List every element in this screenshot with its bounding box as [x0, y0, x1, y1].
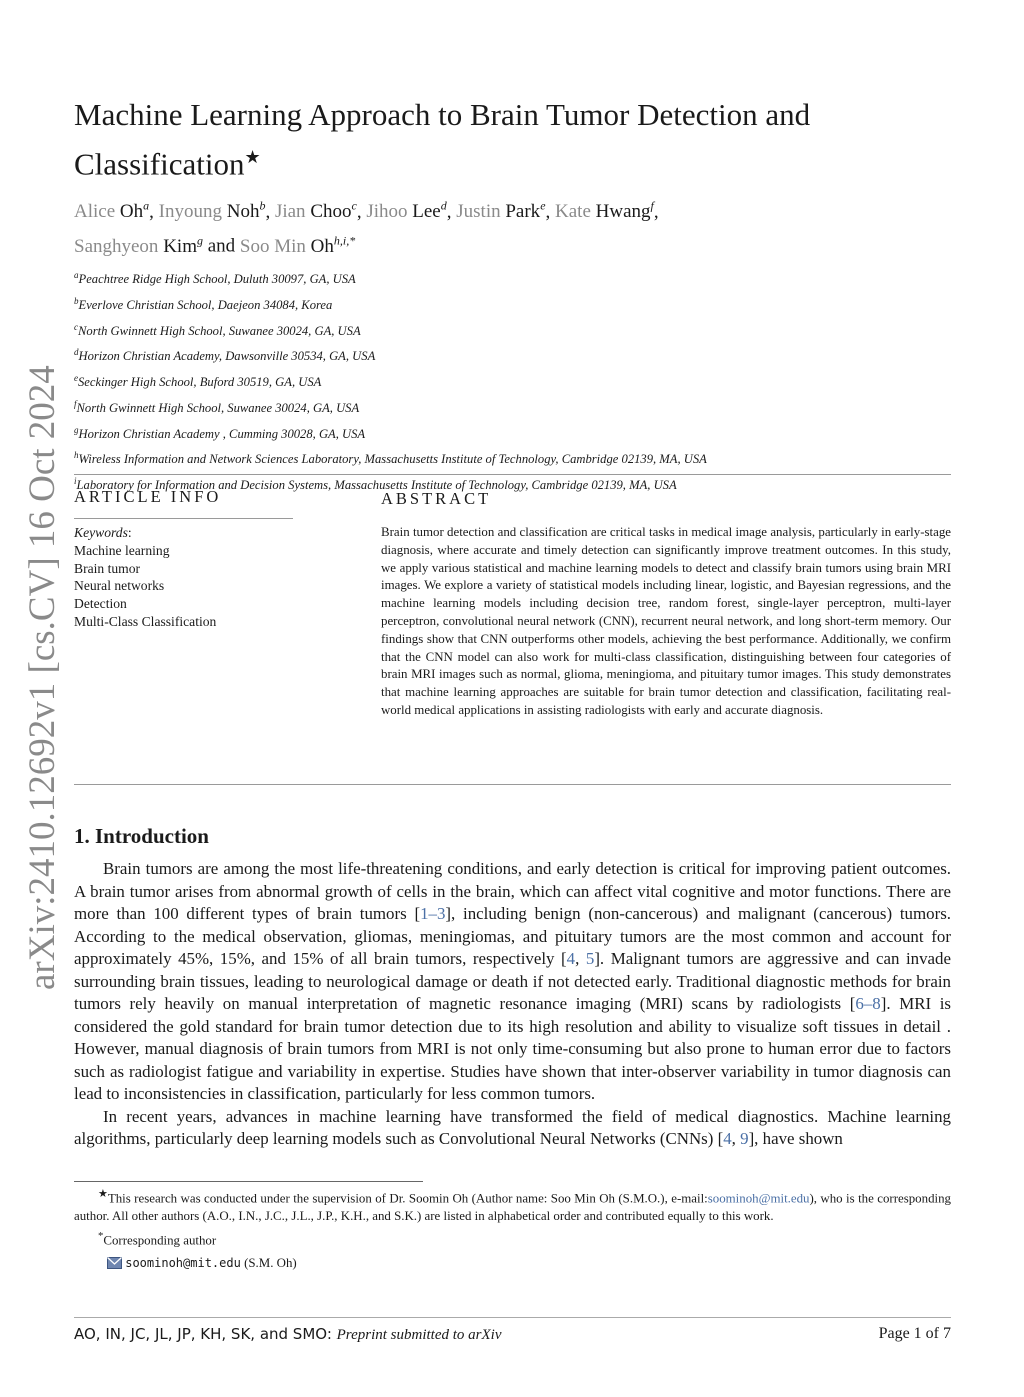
affiliation-line	[74, 291, 954, 317]
affiliation-text: Horizon Christian Academy, Dawsonville 30534, GA, USA	[78, 349, 376, 364]
author-last-name: Oh	[119, 201, 144, 223]
keywords-block: Keywords: Machine learning Brain tumor Neural networks Detection Multi-Class Classification	[74, 524, 304, 631]
author-conjunction: and	[207, 235, 236, 257]
keyword-item: Detection	[74, 596, 127, 612]
affiliation-text: Horizon Christian Academy , Cumming 30028, GA, USA	[78, 426, 366, 441]
affiliation-mark: i	[74, 476, 77, 487]
section-heading-introduction: 1. Introduction	[74, 824, 209, 848]
author-first-name: Inyoung	[158, 201, 222, 223]
paper-title	[74, 94, 954, 185]
affiliation-text: Seckinger High School, Buford 30519, GA, USA	[78, 375, 322, 390]
author-entry	[275, 201, 357, 222]
arxiv-stamp: arXiv:2410.12692v1 [cs.CV] 16 Oct 2024	[22, 365, 63, 990]
author-last-name: Hwang	[595, 201, 651, 223]
author-affiliation-mark: f	[650, 199, 654, 213]
affiliation-mark: h	[74, 450, 79, 461]
page-number: Page 1 of 7	[878, 1325, 951, 1342]
citation-link[interactable]: 1–3	[420, 904, 446, 923]
author-entry	[159, 201, 266, 222]
author-first-name: Justin	[456, 201, 501, 223]
paragraph-text: ], have shown	[748, 1129, 843, 1148]
affiliation-mark: f	[74, 398, 77, 409]
paragraph-text: ]. Malignant tumors are aggressive and can invade surrounding brain tissues, leading to neurological damage or death if not detected early. Traditional diagnostic methods for brain tumors rely heavily on manual interpretation of magnetic resonance imaging (MRI) scans by radiologists [	[74, 949, 951, 1013]
keywords-label: Keywords	[74, 525, 128, 540]
article-info-heading: ARTICLE INFO	[74, 487, 222, 506]
citation-link[interactable]: 6–8	[855, 994, 881, 1013]
envelope-icon	[107, 1257, 122, 1275]
author-affiliation-mark: b	[259, 199, 266, 213]
affiliation-mark: e	[74, 373, 78, 384]
affiliation-line	[74, 445, 954, 471]
author-last-name: Lee	[412, 201, 441, 223]
footnote-star	[74, 1186, 951, 1225]
author-last-name: Choo	[310, 201, 352, 223]
keyword-item: Neural networks	[74, 578, 165, 594]
citation-link[interactable]: 5	[585, 949, 595, 968]
footer-rule	[74, 1317, 951, 1318]
citation-link[interactable]: 4	[723, 1129, 732, 1148]
footnote-email-link[interactable]: soominoh@mit.edu	[707, 1191, 810, 1206]
article-info-rule	[74, 518, 293, 519]
paragraph-text: In recent years, advances in machine learning have transformed the field of medical diagnostics. Machine learning algorithms, particularly deep learning models such as Convolutional Neural Networks (CNNs) [	[74, 1106, 951, 1148]
footnotes	[74, 1186, 951, 1275]
affiliation-mark: g	[74, 424, 79, 435]
affiliation-line	[74, 420, 954, 446]
author-list: Alice Oh$^a$, Inyoung Noh$^b$, Jian Choo$^c$, Jihoo Lee$^d$, Justin Park$^e$, Kate Hwang$^f$, Sanghyeon Kim$^g$ and Soo Min $Oh^{h,i,*}$	[74, 199, 659, 257]
footnote-rule	[74, 1181, 423, 1182]
author-affiliation-mark: a	[143, 199, 150, 213]
affiliation-mark: b	[74, 295, 79, 306]
footnote-star-text-b: ), who is the corresponding author. All other authors (A.O., I.N., J.C., J.L., J.P., K.H., and S.K.) are listed in alphabetical order and contributed equally to this work.	[74, 1191, 951, 1223]
affiliation-mark: d	[74, 347, 79, 358]
introduction-body	[74, 858, 951, 1151]
footnote-star-mark: ★	[98, 1188, 108, 1200]
author-last-name: Oh	[310, 235, 334, 257]
footnote-corresponding	[74, 1228, 951, 1250]
author-last-name: Park	[505, 201, 541, 223]
affiliation-line	[74, 342, 954, 368]
abstract-text: Brain tumor detection and classification are critical tasks in medical image analysis, particularly in early-stage diagnosis, where accurate and timely detection can significantly improve treatment outcomes. In this study, we apply various statistical and machine learning models to detect and classify brain tumors using brain MRI images. We explore a variety of statistical models including linear, logistic, and Bayesian regressions, and the machine learning models including decision tree, random forest, single-layer perceptron, multi-layer perceptron, convolutional neural network (CNN), recurrent neural network, and long short-term memory. Our findings show that CNN outperforms other models, achieving the best performance. Additionally, we confirm that the CNN model can also work for multi-class classification, distinguishing between four categories of brain MRI images such as normal, glioma, meningioma, and pituitary tumor images. This study demonstrates that machine learning approaches are suitable for brain tumor detection and classification, facilitating real-world medical applications in assisting radiologists with early and accurate diagnosis.	[381, 525, 951, 717]
author-affiliation-mark: e	[540, 199, 546, 213]
affiliation-text: Wireless Information and Network Sciences Laboratory, Massachusetts Institute of Technology, Cambridge 02139, MA, USA	[78, 452, 707, 467]
paragraph-text: Brain tumors are among the most life-threatening conditions, and early detection is critical for improving patient outcomes. A brain tumor arises from abnormal growth of cells in the brain, which can affect vital cognitive and motor functions. There are more than 100 different types of brain tumors [	[74, 859, 951, 923]
author-last-name: Kim	[163, 235, 197, 257]
affiliation-line	[74, 394, 954, 420]
keyword-item: Multi-Class Classification	[74, 613, 217, 629]
affiliation-text: Everlove Christian School, Daejeon 34084, Korea	[78, 297, 333, 312]
intro-paragraph-1	[74, 858, 951, 1106]
keyword-item: Brain tumor	[74, 560, 141, 576]
affiliation-text: North Gwinnett High School, Suwanee 30024, GA, USA	[78, 323, 361, 338]
citation-link[interactable]: 9	[740, 1129, 749, 1148]
author-first-name: Kate	[555, 201, 591, 223]
paragraph-text: ,	[575, 949, 586, 968]
author-entry	[74, 201, 149, 222]
affiliation-list	[74, 265, 954, 497]
corresponding-email-suffix: (S.M. Oh)	[244, 1256, 297, 1271]
author-affiliation-mark: d	[440, 199, 447, 213]
footnote-corr-mark: *	[98, 1230, 104, 1243]
author-affiliation-mark: h,i,*	[333, 233, 356, 248]
corresponding-email[interactable]: soominoh@mit.edu	[125, 1256, 241, 1271]
author-entry	[456, 201, 545, 222]
footer-venue: Preprint submitted to arXiv	[336, 1327, 502, 1343]
author-first-name: Jihoo	[366, 201, 408, 223]
affiliation-text: Laboratory for Information and Decision Systems, Massachusetts Institute of Technology, Cambridge 02139, MA, USA	[76, 478, 677, 493]
divider-mid	[74, 784, 951, 785]
author-affiliation-mark: c	[351, 199, 357, 213]
affiliation-line	[74, 317, 954, 343]
affiliation-line	[74, 265, 954, 291]
author-entry	[74, 233, 203, 257]
author-first-name: Soo Min	[239, 235, 306, 257]
title-star-mark: ★	[244, 147, 261, 167]
author-first-name: Alice	[74, 201, 116, 223]
affiliation-mark: a	[74, 270, 79, 280]
author-affiliation-mark: g	[196, 233, 203, 248]
author-first-name: Jian	[274, 201, 306, 223]
affiliation-mark: c	[74, 321, 78, 332]
author-last-name: Noh	[226, 201, 260, 223]
keyword-item: Machine learning	[74, 542, 170, 558]
paragraph-text: ]. MRI is considered the gold standard for brain tumor detection due to its high resolution and ability to visualize soft tissues in detail . However, manual diagnosis of brain tumors from MRI is not only time-consuming but also prone to human error due to factors such as radiologist fatigue and variability in expertise. Studies have shown that inter-observer variability in tumor diagnosis can lead to inconsistencies in classification, particularly for less common tumors.	[74, 994, 952, 1103]
divider-top	[74, 474, 951, 475]
footer-left	[74, 1325, 502, 1344]
footnote-star-text-a: This research was conducted under the supervision of Dr. Soomin Oh (Author name: Soo Min Oh (S.M.O.), e-mail:	[107, 1191, 708, 1206]
citation-link[interactable]: 4	[566, 949, 576, 968]
intro-paragraph-2	[74, 1106, 951, 1151]
author-entry	[239, 233, 356, 257]
affiliation-text: North Gwinnett High School, Suwanee 30024, GA, USA	[76, 401, 360, 416]
footnote-email-line	[74, 1255, 951, 1275]
paragraph-text: ], including benign (non-cancerous) and malignant (cancerous) tumors. According to the medical observation, gliomas, meningiomas, and pituitary tumors are the most common and account for approximately 45%, 15%, and 15% of all brain tumors, respectively [	[74, 904, 951, 968]
author-first-name: Sanghyeon	[74, 235, 159, 257]
abstract-heading: ABSTRACT	[381, 489, 492, 508]
author-entry	[555, 201, 654, 222]
affiliation-text: Peachtree Ridge High School, Duluth 30097, GA, USA	[78, 272, 356, 287]
affiliation-line	[74, 368, 954, 394]
paragraph-text: ,	[731, 1129, 741, 1148]
title-text: Machine Learning Approach to Brain Tumor Detection and Classification	[74, 97, 811, 182]
author-entry	[366, 201, 446, 222]
footer-authors: AO, IN, JC, JL, JP, KH, SK, and SMO:	[74, 1325, 337, 1343]
footnote-corr-text: Corresponding author	[103, 1233, 217, 1248]
